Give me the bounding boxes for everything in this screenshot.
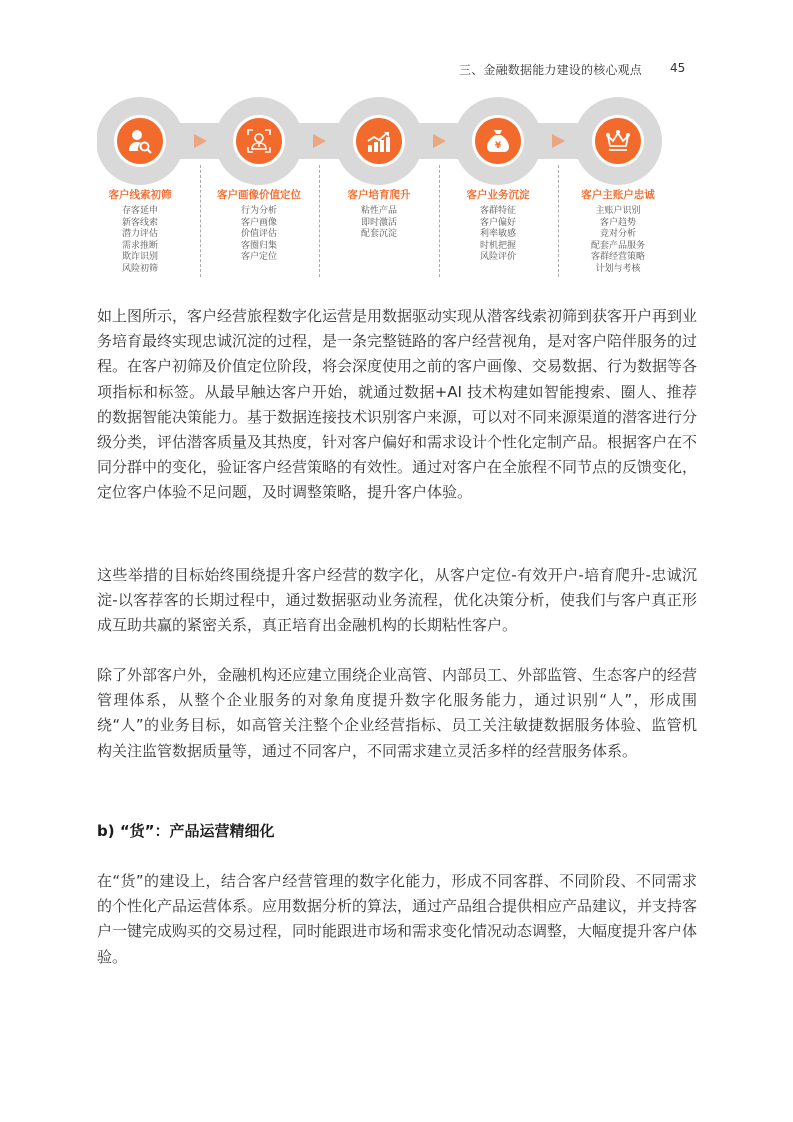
step-item: 配套产品服务 [590, 240, 645, 251]
arrow-right-icon [552, 134, 565, 148]
step-item: 即时激活 [360, 217, 397, 228]
step-item: 客户定位 [240, 252, 277, 262]
step-item: 客户画像 [240, 217, 277, 228]
paragraph-text: 如上图所示，客户经营旅程数字化运营是用数据驱动实现从潜客线索初筛到获客开户再到业务培育最终实现忠诚沉淀的过程，是一条完整链路的客户经营视角，是对客户陪伴服务的过程。在客户初筛及价值定位阶段，将会深度使用之前的客户画像、交易数据、行为数据等各项指标和标签。从最早触达客户开始，就通过数据+AI 技术构建如智能搜索、圈人、推荐的数据智能决策能力。基于数据连接技术识别客户来源，可以对不同来源渠道的潜客进行分级分类，评估潜客质量及其热度，针对客户偏好和需求设计个性化定制产品。根据客户在不同分群中的变化，验证客户经营策略的有效性。通过对客户在全旅程不同节点的反馈变化，定位客户体验不足问题，及时调整策略，提升客户体验。 [97, 307, 698, 502]
step-item: 需求推断 [121, 240, 158, 251]
page-number: 45 [670, 61, 686, 75]
paragraph-text: 这些举措的目标始终围绕提升客户经营的数字化，从客户定位-有效开户-培育爬升-忠诚沉淀-以客荐客的长期过程中，通过数据驱动业务流程，优化决策分析，使我们与客户真正形成互助共赢的紧密关系，真正培育出金融机构的长期粘性客户。 [97, 566, 697, 635]
step-item: 客群特征 [479, 206, 516, 216]
step-main-account-loyalty [558, 188, 678, 275]
step-item: 客圈归集 [240, 240, 277, 251]
step-lead-screening [80, 188, 200, 275]
face-scan-icon [233, 115, 285, 167]
arrow-right-icon [313, 134, 326, 148]
step-profile-positioning [199, 188, 319, 264]
step-item: 存客延申 [121, 206, 158, 216]
step-item: 行为分析 [240, 206, 277, 216]
step-item: 新客线索 [121, 217, 158, 228]
crown-icon [592, 115, 644, 167]
paragraph-text: 除了外部客户外，金融机构还应建立围绕企业高管、内部员工、外部监管、生态客户的经营管理体系，从整个企业服务的对象角度提升数字化服务能力，通过识别“人”，形成围绕“人”的业务目标，如高管关注整个企业经营指标、员工关注敏捷数据服务体验、监管机构关注监管数据质量等，通过不同客户，不同需求建立灵活多样的经营服务体系。 [97, 666, 698, 760]
user-search-icon [114, 115, 166, 167]
step-item: 风险评价 [479, 252, 516, 262]
step-item: 欺诈识别 [121, 252, 158, 262]
paragraph-text: 在“货”的建设上，结合客户经营管理的数字化能力，形成不同客群、不同阶段、不同需求的个性化产品运营体系。应用数据分析的算法，通过产品组合提供相应产品建议，并支持客户一键完成购买的交易过程，同时能跟进市场和需求变化情况动态调整，大幅度提升客户体验。 [97, 872, 698, 966]
step-item: 潜力评估 [121, 229, 158, 239]
step-item: 客户趋势 [599, 217, 636, 228]
step-item: 利率敏感 [479, 229, 516, 239]
money-bag-icon [472, 115, 524, 167]
svg-text:¥: ¥ [494, 141, 502, 151]
paragraph-goals [97, 563, 697, 639]
step-title: 客户画像价值定位 [217, 189, 301, 201]
arrow-right-icon [194, 134, 207, 148]
step-item: 价值评估 [240, 229, 277, 239]
step-title: 客户主账户忠诚 [581, 189, 655, 201]
step-title: 客户业务沉淀 [466, 189, 530, 201]
step-title: 客户线索初筛 [108, 189, 172, 201]
running-header: 三、金融数据能力建设的核心观点 [459, 63, 643, 77]
paragraph-journey-overview [97, 304, 697, 506]
section-subheading: b) “货”：产品运营精细化 [97, 822, 275, 840]
step-item: 风险初筛 [121, 263, 158, 274]
step-item: 客户偏好 [479, 217, 516, 228]
step-nurture-growth [319, 188, 439, 241]
step-title: 客户培育爬升 [347, 189, 411, 201]
step-item: 主账户识别 [595, 206, 641, 216]
paragraph-internal-customers [97, 663, 697, 764]
arrow-right-icon [433, 134, 446, 148]
step-item: 配套沉淀 [360, 229, 397, 239]
step-item: 客群经营策略 [590, 252, 645, 262]
step-business-retention [438, 188, 558, 264]
customer-journey-diagram [97, 97, 663, 277]
paragraph-product-operations [97, 869, 697, 970]
step-item: 计划与考核 [595, 263, 641, 274]
step-item: 时机把握 [479, 240, 516, 251]
step-item: 粘性产品 [360, 206, 397, 216]
growth-chart-icon [353, 115, 405, 167]
step-item: 竞对分析 [599, 229, 636, 239]
